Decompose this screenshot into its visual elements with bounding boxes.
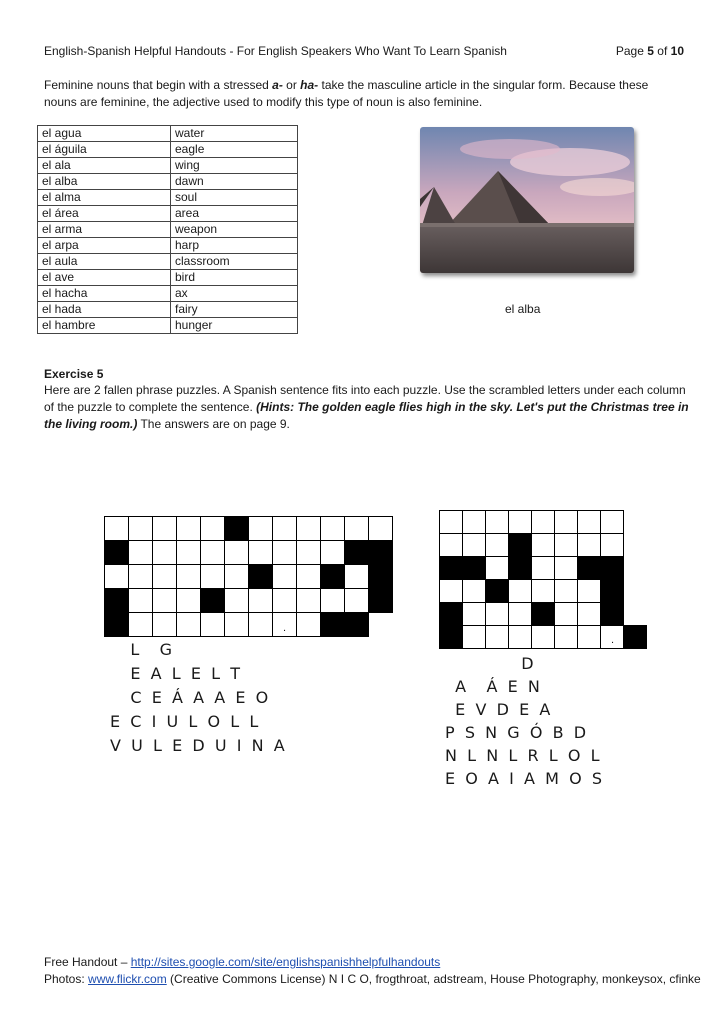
letter-row: P S N G Ó B D: [445, 723, 587, 742]
puzzle-cell[interactable]: [201, 517, 225, 541]
puzzle-black-cell: [225, 517, 249, 541]
vocab-row: [38, 318, 298, 334]
puzzle-cell[interactable]: [463, 626, 486, 649]
puzzle-cell[interactable]: [555, 534, 578, 557]
puzzle-black-cell: [321, 565, 345, 589]
puzzle-row: [440, 626, 647, 649]
puzzle-black-cell: [369, 589, 393, 613]
puzzle-black-cell: [601, 580, 624, 603]
puzzle-black-cell: [601, 603, 624, 626]
vocab-spanish: el alma: [38, 190, 171, 206]
puzzle-cell[interactable]: [105, 565, 129, 589]
puzzle-cell[interactable]: [509, 580, 532, 603]
intro-a-prefix: a-: [272, 78, 283, 92]
vocab-spanish: el arpa: [38, 238, 171, 254]
vocab-english: water: [171, 126, 298, 142]
puzzle-cell[interactable]: [297, 589, 321, 613]
photo-caption: el alba: [505, 302, 541, 316]
intro-text-2: or: [282, 78, 301, 92]
puzzle-cell[interactable]: [201, 613, 225, 637]
letter-row: L G: [110, 640, 172, 659]
footer-photos-label: Photos:: [44, 972, 89, 986]
vocab-english: area: [171, 206, 298, 222]
vocab-row: [38, 286, 298, 302]
footer: [44, 954, 701, 988]
exercise-instructions: [44, 382, 694, 433]
puzzle-black-cell: [369, 565, 393, 589]
page-total: 10: [670, 44, 684, 58]
puzzle-cell[interactable]: [129, 541, 153, 565]
intro-ha-prefix: ha-: [300, 78, 319, 92]
vocab-english: ax: [171, 286, 298, 302]
puzzle-black-cell: [249, 565, 273, 589]
puzzle-black-cell: [105, 541, 129, 565]
puzzle-cell[interactable]: [273, 517, 297, 541]
puzzle-cell[interactable]: [369, 517, 393, 541]
puzzle-black-cell: [201, 589, 225, 613]
puzzle-cell[interactable]: [321, 541, 345, 565]
puzzle-cell[interactable]: [225, 541, 249, 565]
puzzle-cell[interactable]: [463, 603, 486, 626]
puzzle-cell[interactable]: [297, 541, 321, 565]
puzzle-cell[interactable]: [201, 565, 225, 589]
puzzle-cell[interactable]: [532, 626, 555, 649]
letter-row: V U L E D U I N A: [110, 736, 285, 755]
puzzle-cell[interactable]: [153, 517, 177, 541]
puzzle-2-letters: [445, 654, 645, 794]
vocab-row: [38, 190, 298, 206]
puzzle-black-cell: [345, 541, 369, 565]
puzzle-cell[interactable]: [463, 511, 486, 534]
page-number: [616, 44, 684, 58]
puzzle-cell[interactable]: [532, 557, 555, 580]
vocab-row: [38, 302, 298, 318]
puzzle-cell[interactable]: [532, 534, 555, 557]
vocab-row: [38, 126, 298, 142]
puzzle-black-cell: [601, 557, 624, 580]
puzzle-black-cell: [509, 534, 532, 557]
puzzle-cell[interactable]: [273, 589, 297, 613]
vocab-english: eagle: [171, 142, 298, 158]
vocab-spanish: el aula: [38, 254, 171, 270]
puzzle-cell[interactable]: [297, 565, 321, 589]
puzzle-cell[interactable]: [486, 603, 509, 626]
puzzle-cell[interactable]: [601, 626, 624, 649]
letter-row: C E Á A A E O: [110, 688, 269, 707]
footer-flickr-link[interactable]: www.flickr.com: [88, 972, 167, 986]
puzzle-row: [105, 565, 393, 589]
puzzle-cell[interactable]: [578, 580, 601, 603]
footer-line-1: [44, 954, 701, 971]
puzzle-cell[interactable]: [105, 517, 129, 541]
puzzle-cell[interactable]: [225, 589, 249, 613]
puzzle-cell[interactable]: [440, 511, 463, 534]
vocab-row: [38, 222, 298, 238]
puzzle-cell[interactable]: [578, 511, 601, 534]
puzzle-cell[interactable]: [273, 541, 297, 565]
footer-line-2: [44, 971, 701, 988]
puzzle-cell[interactable]: [249, 589, 273, 613]
puzzle-cell[interactable]: [273, 565, 297, 589]
vocab-english: wing: [171, 158, 298, 174]
puzzle-cell[interactable]: [345, 589, 369, 613]
puzzle-cell[interactable]: [486, 557, 509, 580]
puzzle-cell[interactable]: [177, 517, 201, 541]
puzzle-cell[interactable]: [440, 580, 463, 603]
puzzle-black-cell: [345, 613, 369, 637]
puzzle-row: [105, 613, 393, 637]
puzzle-cell[interactable]: [129, 517, 153, 541]
puzzle-cell[interactable]: [153, 589, 177, 613]
puzzle-black-cell: [440, 626, 463, 649]
page-current: 5: [647, 44, 654, 58]
puzzle-row: [440, 534, 647, 557]
letter-row: E C I U L O L L: [110, 712, 259, 731]
vocab-english: bird: [171, 270, 298, 286]
vocab-row: [38, 270, 298, 286]
period-mark: .: [611, 634, 615, 646]
puzzle-1-grid[interactable]: [104, 516, 393, 637]
puzzle-cell[interactable]: [177, 589, 201, 613]
puzzle-cell[interactable]: [555, 626, 578, 649]
puzzle-black-cell: [532, 603, 555, 626]
intro-text-3: take the masculine article in the singular form. Because these nouns are feminine, the adjective used to modify this type of noun is also feminine.: [44, 78, 649, 109]
page-of: of: [657, 44, 668, 58]
puzzle-row: [440, 580, 647, 603]
puzzle-2-grid[interactable]: [439, 510, 647, 649]
vocab-spanish: el hacha: [38, 286, 171, 302]
puzzle-black-cell: [463, 557, 486, 580]
puzzle-cell[interactable]: [601, 534, 624, 557]
vocab-spanish: el hada: [38, 302, 171, 318]
vocab-english: hunger: [171, 318, 298, 334]
puzzle-cell[interactable]: [321, 589, 345, 613]
puzzle-cell[interactable]: [177, 565, 201, 589]
puzzle-1-letters: [110, 640, 370, 760]
puzzle-cell[interactable]: [153, 565, 177, 589]
vocab-english: dawn: [171, 174, 298, 190]
exercise-hints: (Hints: The golden eagle flies high in the sky. Let's put the Christmas tree in the living room.): [44, 400, 689, 431]
vocab-row: [38, 174, 298, 190]
vocab-spanish: el área: [38, 206, 171, 222]
letter-row: E V D E A: [445, 700, 551, 719]
puzzle-cell[interactable]: [297, 613, 321, 637]
puzzle-cell[interactable]: [509, 511, 532, 534]
footer-free-handout: Free Handout –: [44, 955, 131, 969]
footer-site-link[interactable]: http://sites.google.com/site/englishspanishhelpfulhandouts: [130, 955, 441, 969]
puzzle-cell[interactable]: [177, 613, 201, 637]
puzzle-cell[interactable]: [486, 534, 509, 557]
puzzle-cell[interactable]: [249, 541, 273, 565]
vocab-spanish: el hambre: [38, 318, 171, 334]
vocab-spanish: el arma: [38, 222, 171, 238]
page-header-title: English-Spanish Helpful Handouts - For English Speakers Who Want To Learn Spanish: [44, 44, 507, 58]
vocab-english: weapon: [171, 222, 298, 238]
puzzle-cell[interactable]: [129, 565, 153, 589]
intro-text-1: Feminine nouns that begin with a stressed: [44, 78, 273, 92]
page-label: Page: [615, 44, 644, 58]
letter-row: A Á E N: [445, 677, 540, 696]
intro-paragraph: [44, 77, 684, 111]
puzzle-cell[interactable]: [578, 534, 601, 557]
puzzle-black-cell: [509, 557, 532, 580]
puzzle-cell[interactable]: [463, 534, 486, 557]
puzzle-cell[interactable]: [129, 589, 153, 613]
puzzle-cell[interactable]: [486, 511, 509, 534]
puzzle-row: [440, 603, 647, 626]
puzzle-cell[interactable]: [601, 511, 624, 534]
puzzle-row: [105, 589, 393, 613]
puzzle-cell[interactable]: [273, 613, 297, 637]
puzzle-cell[interactable]: [225, 613, 249, 637]
puzzle-black-cell: [624, 626, 647, 649]
exercise-answers: The answers are on page 9.: [137, 417, 290, 431]
vocab-row: [38, 206, 298, 222]
puzzle-cell[interactable]: [532, 580, 555, 603]
puzzle-cell[interactable]: [486, 626, 509, 649]
vocab-english: fairy: [171, 302, 298, 318]
vocab-table: [37, 125, 298, 334]
puzzle-cell[interactable]: [555, 580, 578, 603]
puzzle-cell[interactable]: [153, 541, 177, 565]
puzzle-row: [105, 541, 393, 565]
period-mark: .: [283, 622, 287, 634]
vocab-row: [38, 238, 298, 254]
letter-row: E O A I A M O S: [445, 769, 603, 788]
vocab-row: [38, 254, 298, 270]
puzzle-cell[interactable]: [225, 565, 249, 589]
vocab-spanish: el alba: [38, 174, 171, 190]
puzzle-black-cell: [321, 613, 345, 637]
puzzle-cell[interactable]: [509, 603, 532, 626]
vocab-row: [38, 142, 298, 158]
footer-credits: (Creative Commons License) N I C O, frogthroat, adstream, House Photography, monkeysox, cfinke: [166, 972, 701, 986]
puzzle-row: [440, 511, 647, 534]
puzzle-cell[interactable]: [345, 565, 369, 589]
puzzle-black-cell: [369, 541, 393, 565]
puzzle-cell[interactable]: [321, 517, 345, 541]
puzzle-black-cell: [105, 589, 129, 613]
exercise-title: Exercise 5: [44, 367, 104, 381]
vocab-english: soul: [171, 190, 298, 206]
puzzle-cell[interactable]: [532, 511, 555, 534]
puzzle-cell[interactable]: [440, 534, 463, 557]
puzzle-cell[interactable]: [201, 541, 225, 565]
puzzle-row: [440, 557, 647, 580]
letter-row: D: [445, 654, 534, 673]
puzzle-cell[interactable]: [249, 517, 273, 541]
puzzle-cell[interactable]: [555, 511, 578, 534]
puzzle-row: [105, 517, 393, 541]
pyramids-photo: [420, 127, 634, 273]
vocab-english: classroom: [171, 254, 298, 270]
letter-row: E A L E L T: [110, 664, 240, 683]
vocab-spanish: el ala: [38, 158, 171, 174]
puzzle-cell[interactable]: [555, 603, 578, 626]
puzzle-cell[interactable]: [578, 603, 601, 626]
puzzle-cell[interactable]: [177, 541, 201, 565]
vocab-spanish: el águila: [38, 142, 171, 158]
exercise-text: Here are 2 fallen phrase puzzles. A Spanish sentence fits into each puzzle. Use the scrambled letters under each column of the puzzle to complete the sentence.: [44, 383, 686, 414]
vocab-spanish: el agua: [38, 126, 171, 142]
vocab-english: harp: [171, 238, 298, 254]
puzzle-cell[interactable]: [249, 613, 273, 637]
pyramids-dawn-image: [420, 127, 634, 273]
puzzle-cell[interactable]: [129, 613, 153, 637]
puzzle-cell[interactable]: [578, 626, 601, 649]
vocab-row: [38, 158, 298, 174]
puzzle-black-cell: [486, 580, 509, 603]
vocab-spanish: el ave: [38, 270, 171, 286]
puzzle-cell[interactable]: [297, 517, 321, 541]
letter-row: N L N L R L O L: [445, 746, 600, 765]
puzzle-black-cell: [440, 603, 463, 626]
puzzle-cell[interactable]: [345, 517, 369, 541]
puzzle-black-cell: [578, 557, 601, 580]
puzzle-black-cell: [440, 557, 463, 580]
puzzle-cell[interactable]: [463, 580, 486, 603]
puzzle-cell[interactable]: [509, 626, 532, 649]
puzzle-black-cell: [105, 613, 129, 637]
puzzle-cell[interactable]: [153, 613, 177, 637]
puzzle-cell[interactable]: [555, 557, 578, 580]
